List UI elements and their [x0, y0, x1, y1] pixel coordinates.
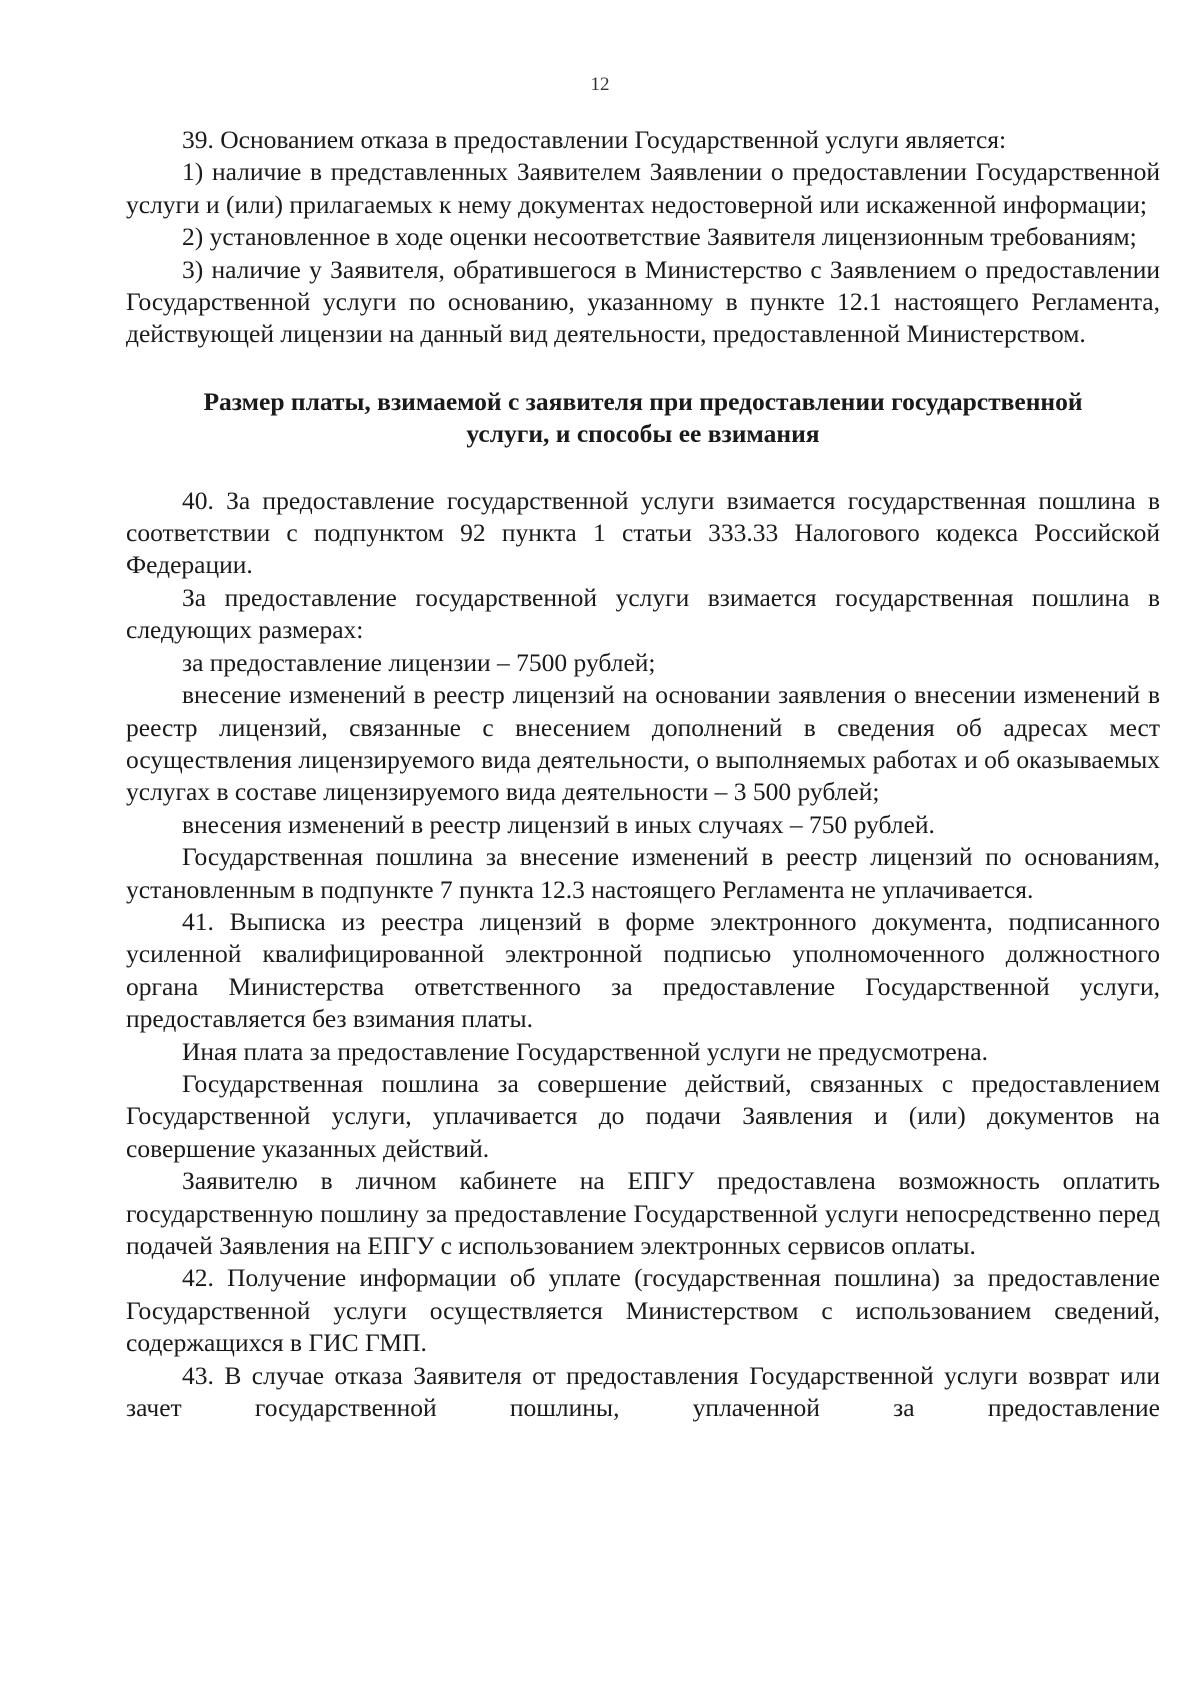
paragraph-fee-timing: Государственная пошлина за совершение действий, связанных с предоставлением Государственной услуги, уплачивается до подачи Заявления и (или) документов на совершение указанных действий.: [126, 1068, 1160, 1163]
paragraph-40: 40. За предоставление государственной услуги взимается государственная пошлина в соответствии с подпунктом 92 пункта 1 статьи 333.33 Налогового кодекса Российской Федерации.: [126, 485, 1160, 580]
paragraph-42: 42. Получение информации об уплате (государственная пошлина) за предоставление Государственной услуги осуществляется Министерством с использованием сведений, содержащихся в ГИС ГМП.: [126, 1263, 1160, 1358]
paragraph-fee-changes-other: внесения изменений в реестр лицензий в иных случаях – 750 рублей.: [182, 809, 935, 839]
paragraph-fee-license: за предоставление лицензии – 7500 рублей;: [182, 647, 656, 677]
paragraph-fee-exemption: Государственная пошлина за внесение изменений в реестр лицензий по основаниям, установленным в подпункте 7 пункта 12.3 настоящего Регламента не уплачивается.: [126, 842, 1160, 904]
document-body: [126, 124, 1160, 1424]
paragraph-39: 39. Основанием отказа в предоставлении Государственной услуги является:: [182, 125, 1007, 154]
paragraph-fee-intro: За предоставление государственной услуги взимается государственная пошлина в следующих размерах:: [126, 582, 1160, 645]
paragraph-39-item-2: 2) установленное в ходе оценки несоответствие Заявителя лицензионным требованиям;: [182, 222, 1137, 252]
paragraph-41: 41. Выписка из реестра лицензий в форме электронного документа, подписанного усиленной квалифицированной электронной подписью уполномоченного должностного органа Министерства ответственного за предоставление Государственной услуги, предоставляется без взимания платы.: [126, 906, 1160, 1034]
paragraph-epgu-payment: Заявителю в личном кабинете на ЕПГУ предоставлена возможность оплатить государственную пошлину за предоставление Государственной услуги непосредственно перед подачей Заявления на ЕПГУ с использованием электронных сервисов оплаты.: [126, 1166, 1160, 1260]
paragraph-no-other-fee: Иная плата за предоставление Государственной услуги не предусмотрена.: [182, 1036, 988, 1066]
paragraph-39-item-3: 3) наличие у Заявителя, обратившегося в Министерство с Заявлением о предоставлении Государственной услуги по основанию, указанному в пункте 12.1 настоящего Регламента, действующей лицензии на данный вид деятельности, предоставленной Министерством.: [126, 254, 1160, 349]
section-heading: Размер платы, взимаемой с заявителя при предоставлении государственной услуги, и способы ее взимания: [203, 386, 1083, 449]
paragraph-39-item-1: 1) наличие в представленных Заявителем Заявлении о предоставлении Государственной услуги и (или) прилагаемых к нему документах недостоверной или искаженной информации;: [126, 157, 1160, 219]
paragraph-fee-changes-addresses: внесение изменений в реестр лицензий на основании заявления о внесении изменений в реестр лицензий, связанные с внесением дополнений в сведения об адресах мест осуществления лицензируемого вида деятельности, о выполняемых работах и об оказываемых услугах в составе лицензируемого вида деятельности – 3 500 рублей;: [126, 680, 1160, 807]
page-number: 12: [590, 74, 610, 95]
paragraph-43: 43. В случае отказа Заявителя от предоставления Государственной услуги возврат или зачет государственной пошлины, уплаченной за предоставление: [126, 1360, 1160, 1423]
